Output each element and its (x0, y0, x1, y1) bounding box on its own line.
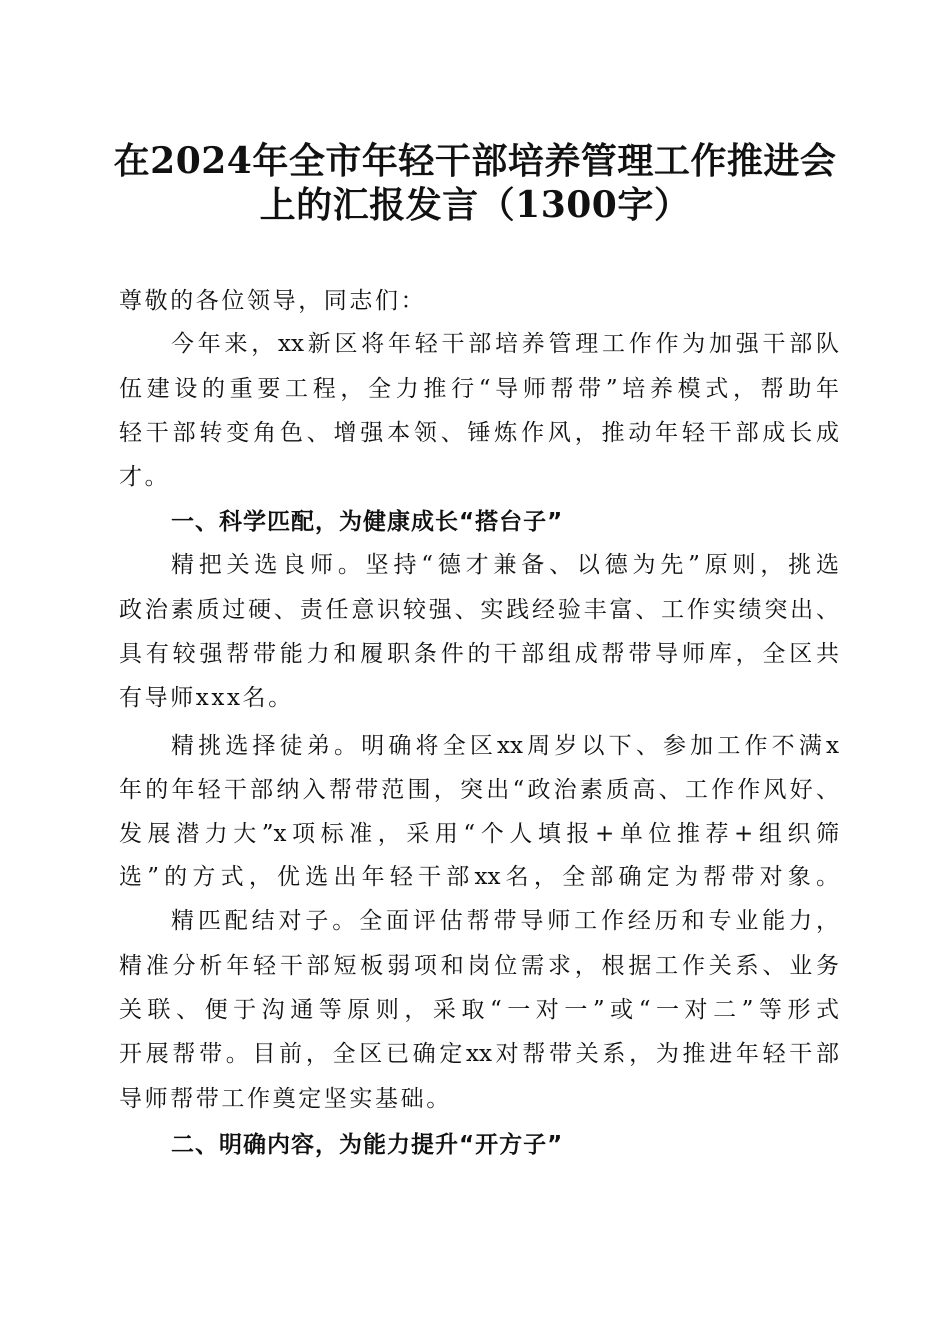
paragraph-line: 精把关选良师。坚持“德才兼备、以德为先”原则，挑选 (171, 552, 839, 578)
paragraph-line: 导师帮带工作奠定坚实基础。 (119, 1086, 452, 1112)
section-1-heading: 一、科学匹配，为健康成长“搭台子” (171, 509, 564, 535)
paragraph-line: 关联、便于沟通等原则，采取“一对一”或“一对二”等形式 (119, 997, 839, 1023)
paragraph-line: 精挑选择徒弟。明确将全区xx周岁以下、参加工作不满x (171, 733, 839, 759)
paragraph-line: 有导师xxx名。 (119, 685, 294, 711)
intro-line: 伍建设的重要工程，全力推行“导师帮带”培养模式，帮助年 (119, 376, 839, 402)
paragraph-line: 开展帮带。目前，全区已确定xx对帮带关系，为推进年轻干部 (119, 1041, 839, 1067)
paragraph-line: 发展潜力大”x项标准，采用“个人填报+单位推荐+组织筛 (119, 821, 839, 847)
intro-line: 才。 (119, 464, 171, 490)
paragraph-line: 精匹配结对子。全面评估帮带导师工作经历和专业能力， (171, 908, 839, 934)
paragraph-line: 精准分析年轻干部短板弱项和岗位需求，根据工作关系、业务 (119, 953, 839, 979)
paragraph-line: 政治素质过硬、责任意识较强、实践经验丰富、工作实绩突出、 (119, 597, 839, 623)
document-title-line-2: 上的汇报发言（1300字） (259, 184, 691, 226)
paragraph-line: 选”的方式，优选出年轻干部xx名，全部确定为帮带对象。 (119, 864, 839, 890)
paragraph-line: 年的年轻干部纳入帮带范围，突出“政治素质高、工作作风好、 (119, 777, 839, 803)
document-title-line-1: 在2024年全市年轻干部培养管理工作推进会 (113, 140, 837, 182)
paragraph-line: 具有较强帮带能力和履职条件的干部组成帮带导师库，全区共 (119, 641, 839, 667)
section-2-heading: 二、明确内容，为能力提升“开方子” (171, 1132, 564, 1158)
intro-line: 轻干部转变角色、增强本领、锤炼作风，推动年轻干部成长成 (119, 420, 839, 446)
intro-line: 今年来，xx新区将年轻干部培养管理工作作为加强干部队 (171, 331, 839, 357)
salutation: 尊敬的各位领导，同志们： (119, 288, 427, 314)
